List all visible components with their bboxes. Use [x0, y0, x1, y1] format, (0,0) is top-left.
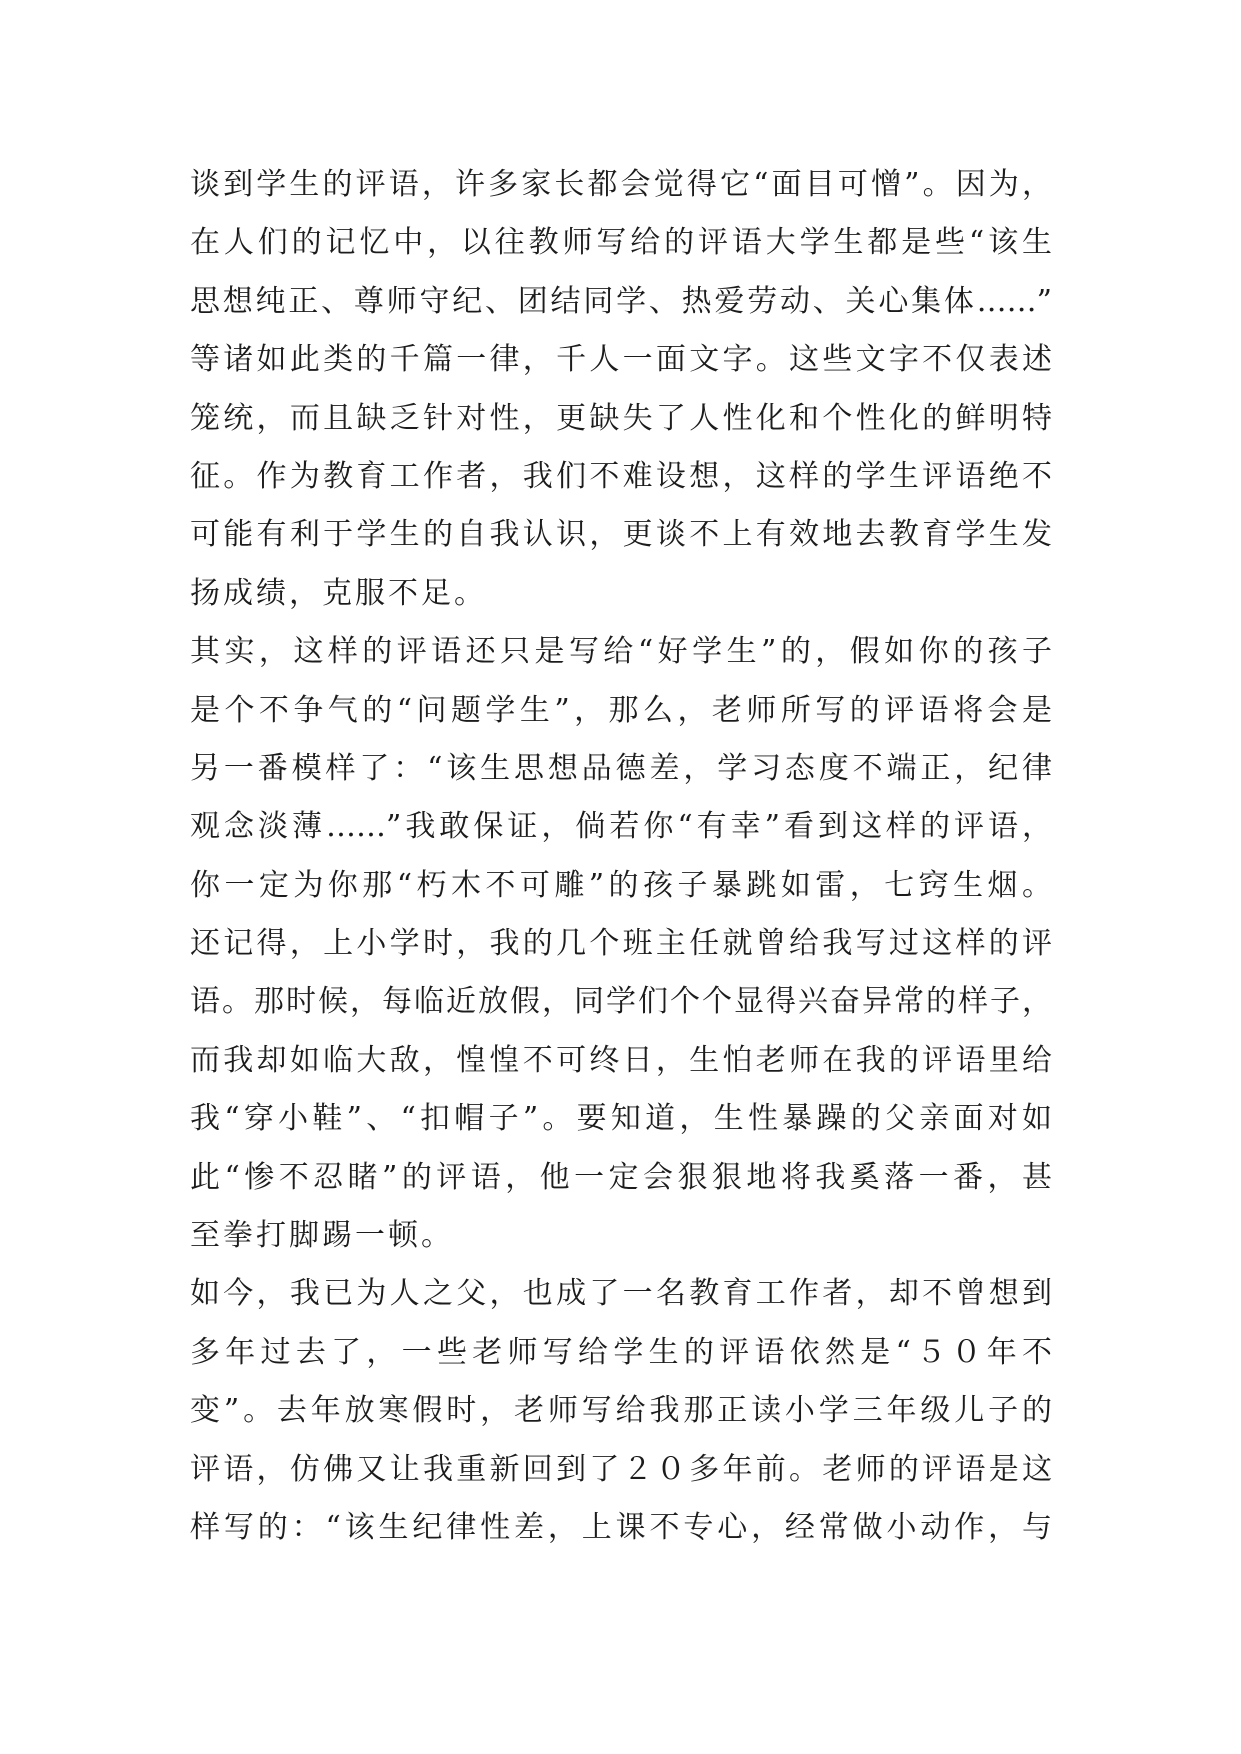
- text-line: 如今，我已为人之父，也成了一名教育工作者，却不曾想到: [190, 1276, 1052, 1312]
- text-line: 还记得，上小学时，我的几个班主任就曾给我写过这样的评: [190, 926, 1052, 962]
- text-line: 变”。去年放寒假时，老师写给我那正读小学三年级儿子的: [190, 1393, 1052, 1429]
- text-line: 扬成绩，克服不足。: [190, 575, 487, 611]
- text-line: 此“惨不忍睹”的评语，他一定会狠狠地将我奚落一番，甚: [190, 1159, 1052, 1195]
- text-line: 我“穿小鞋”、“扣帽子”。要知道，生性暴躁的父亲面对如: [190, 1101, 1052, 1137]
- text-line: 另一番模样了：“该生思想品德差，学习态度不端正，纪律: [190, 750, 1052, 786]
- text-line: 而我却如临大敌，惶惶不可终日，生怕老师在我的评语里给: [190, 1042, 1052, 1078]
- text-line: 在人们的记忆中，以往教师写给的评语大学生都是些“该生: [190, 225, 1052, 261]
- text-line: 谈到学生的评语，许多家长都会觉得它“面目可憎”。因为，: [190, 167, 1052, 202]
- text-line: 至拳打脚踢一顿。: [190, 1218, 454, 1254]
- text-line: 评语，仿佛又让我重新回到了２０多年前。老师的评语是这: [190, 1451, 1052, 1487]
- text-line: 样写的：“该生纪律性差，上课不专心，经常做小动作，与: [190, 1509, 1052, 1545]
- text-line: 可能有利于学生的自我认识，更谈不上有效地去教育学生发: [190, 517, 1052, 553]
- body-text: [190, 156, 1052, 1557]
- text-line: 多年过去了，一些老师写给学生的评语依然是“５０年不: [190, 1334, 1052, 1370]
- text-line: 思想纯正、尊师守纪、团结同学、热爱劳动、关心集体……”: [190, 283, 1052, 319]
- text-line: 笼统，而且缺乏针对性，更缺失了人性化和个性化的鲜明特: [190, 400, 1052, 436]
- text-line: 征。作为教育工作者，我们不难设想，这样的学生评语绝不: [190, 458, 1052, 494]
- text-line: 是个不争气的“问题学生”，那么，老师所写的评语将会是: [190, 692, 1052, 728]
- text-line: 你一定为你那“朽木不可雕”的孩子暴跳如雷，七窍生烟。: [190, 867, 1052, 903]
- text-line: 观念淡薄……”我敢保证，倘若你“有幸”看到这样的评语，: [190, 809, 1052, 845]
- text-line: 语。那时候，每临近放假，同学们个个显得兴奋异常的样子，: [190, 984, 1052, 1020]
- text-line: 其实，这样的评语还只是写给“好学生”的，假如你的孩子: [190, 634, 1052, 670]
- text-line: 等诸如此类的千篇一律，千人一面文字。这些文字不仅表述: [190, 342, 1052, 378]
